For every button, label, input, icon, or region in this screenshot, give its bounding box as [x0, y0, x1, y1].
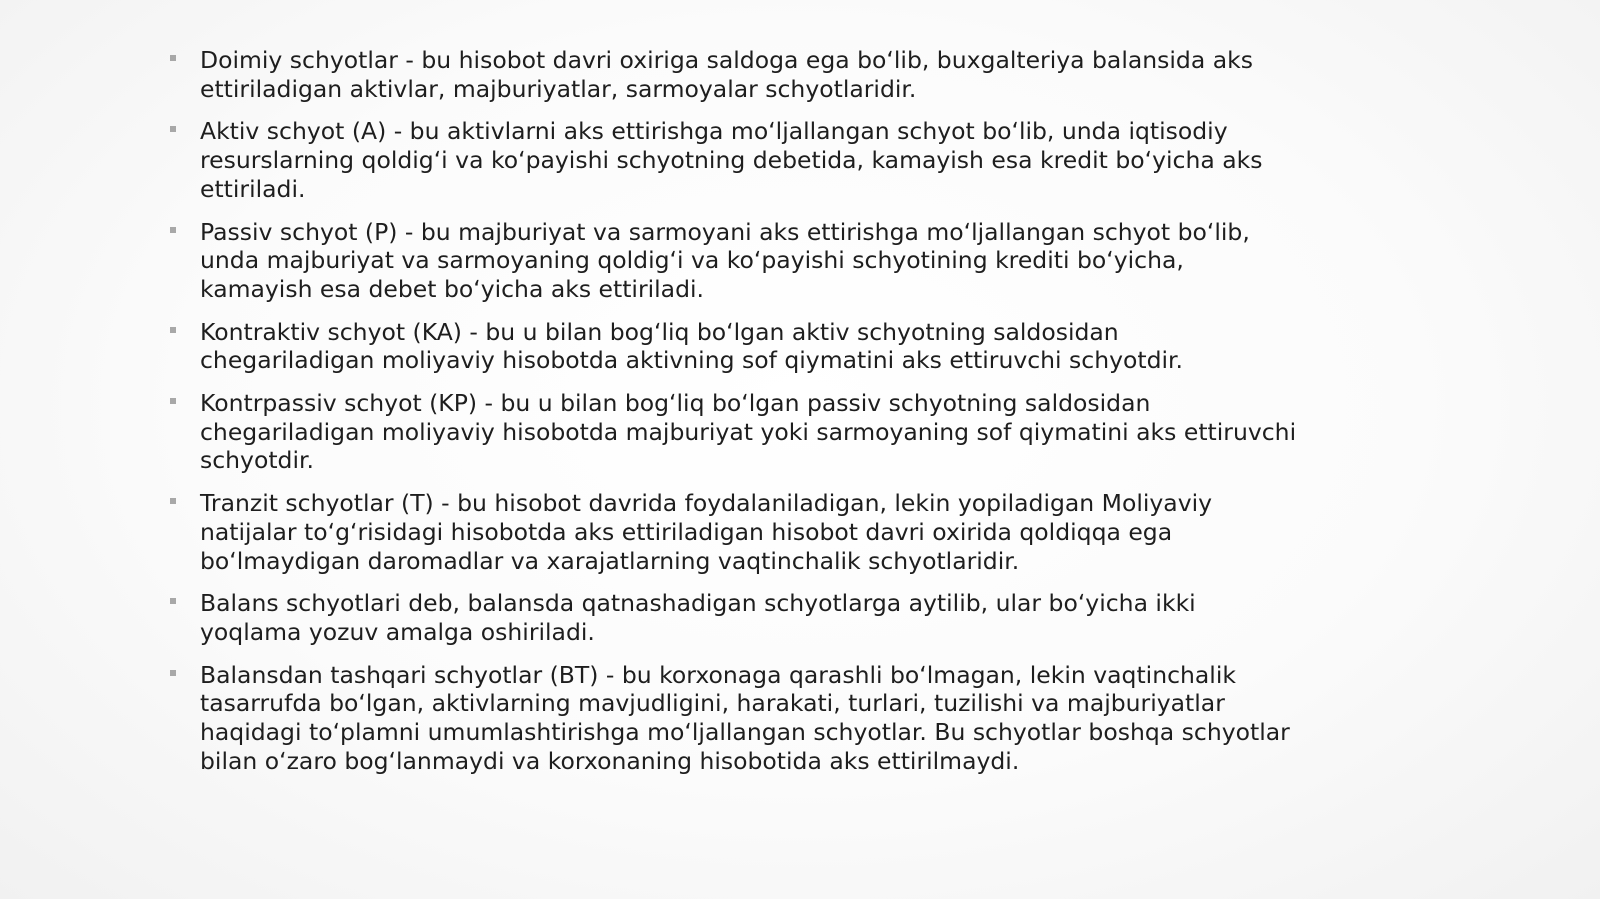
square-bullet-icon: [170, 398, 176, 404]
list-item: [170, 46, 1300, 103]
list-item: [170, 489, 1300, 575]
square-bullet-icon: [170, 227, 176, 233]
list-item-text: Doimiy schyotlar - bu hisobot davri oxiriga saldoga ega boʻlib, buxgalteriya balansida aks ettiriladigan aktivlar, majburiyatlar, sarmoyalar schyotlaridir.: [200, 46, 1253, 103]
square-bullet-icon: [170, 126, 176, 132]
list-item-text: Passiv schyot (P) - bu majburiyat va sarmoyani aks ettirishga moʻljallangan schyot boʻlib, unda majburiyat va sarmoyaning qoldigʻi va koʻpayishi schyotining krediti boʻyicha, kamayish esa debet boʻyicha aks ettiriladi.: [200, 217, 1250, 303]
list-item: [170, 318, 1300, 375]
square-bullet-icon: [170, 670, 176, 676]
list-item-text: Balans schyotlari deb, balansda qatnashadigan schyotlarga aytilib, ular boʻyicha ikki yoqlama yozuv amalga oshiriladi.: [200, 589, 1196, 646]
square-bullet-icon: [170, 598, 176, 604]
list-item: [170, 589, 1300, 646]
list-item: [170, 117, 1300, 203]
square-bullet-icon: [170, 498, 176, 504]
square-bullet-icon: [170, 327, 176, 333]
square-bullet-icon: [170, 55, 176, 61]
list-item-text: Kontraktiv schyot (KA) - bu u bilan bogʻliq boʻlgan aktiv schyotning saldosidan chegariladigan moliyaviy hisobotda aktivning sof qiymatini aks ettiruvchi schyotdir.: [200, 317, 1184, 375]
list-item: [170, 661, 1300, 776]
list-item: [170, 389, 1300, 475]
list-item: [170, 218, 1300, 304]
list-item-text: Aktiv schyot (A) - bu aktivlarni aks ettirishga moʻljallangan schyot boʻlib, unda iqtisodiy resurslarning qoldigʻi va koʻpayishi schyotning debetida, kamayish esa kredit boʻyicha aks ettiriladi.: [200, 117, 1263, 203]
list-item-text: Kontrpassiv schyot (KP) - bu u bilan bogʻliq boʻlgan passiv schyotning saldosidan chegariladigan moliyaviy hisobotda majburiyat yoki sarmoyaning sof qiymatini aks ettiruvchi schyotdir.: [200, 389, 1297, 475]
bullet-list: [170, 46, 1300, 789]
list-item-text: Balansdan tashqari schyotlar (BT) - bu korxonaga qarashli boʻlmagan, lekin vaqtinchalik tasarrufda boʻlgan, aktivlarning mavjudligini, harakati, turlari, tuzilishi va majburiyatlar haqidagi toʻplamni umumlashtirishga moʻljallangan schyotlar. Bu schyotlar boshqa schyotlar bilan oʻzaro bogʻlanmaydi va korxonaning hisobotida aks ettirilmaydi.: [200, 660, 1290, 775]
list-item-text: Tranzit schyotlar (T) - bu hisobot davrida foydalaniladigan, lekin yopiladigan Moliyaviy natijalar toʻgʻrisidagi hisobotda aks ettiriladigan hisobot davri oxirida qoldiqqa ega boʻlmaydigan daromadlar va xarajatlarning vaqtinchalik schyotlaridir.: [200, 489, 1213, 575]
